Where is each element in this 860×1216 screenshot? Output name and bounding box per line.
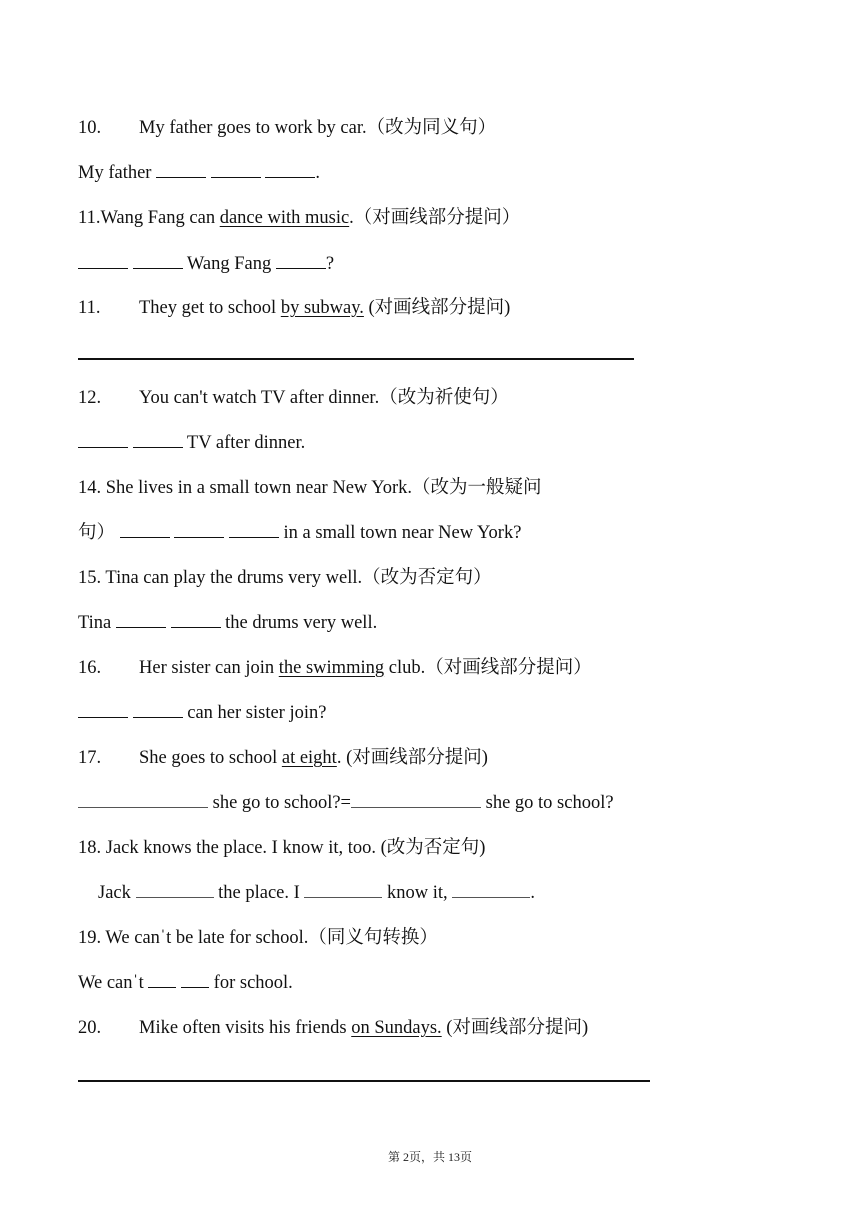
question-number: 18. xyxy=(78,838,102,858)
question-number: 12. xyxy=(78,388,102,408)
answer-long-line[interactable] xyxy=(78,358,634,360)
answer-prefix: Jack xyxy=(98,883,136,903)
answer-prefix: Tina xyxy=(78,613,116,633)
answer-text: the place. I xyxy=(213,883,305,903)
question-text-end: club. xyxy=(384,658,426,678)
question-number: 17. xyxy=(78,748,102,768)
answer-line-16 xyxy=(78,701,326,725)
answer-blank[interactable] xyxy=(304,882,382,898)
question-text: Jack knows the place. I know it, too. (改为否定句) xyxy=(101,838,486,858)
answer-line-10 xyxy=(78,161,320,185)
question-14 xyxy=(78,476,542,500)
answer-blank[interactable] xyxy=(211,162,261,178)
answer-blank[interactable] xyxy=(78,702,128,718)
answer-blank[interactable] xyxy=(148,972,176,988)
question-number: 19. xyxy=(78,928,102,948)
instruction: (对画线部分提问) xyxy=(363,298,511,318)
answer-suffix: ? xyxy=(325,254,335,274)
question-18 xyxy=(78,836,485,860)
question-number: 11. xyxy=(78,298,101,318)
answer-blank[interactable] xyxy=(133,253,183,269)
answer-suffix: she go to school? xyxy=(481,793,614,813)
answer-long-line[interactable] xyxy=(78,1080,650,1082)
answer-blank[interactable] xyxy=(265,162,315,178)
question-number: 14. xyxy=(78,478,102,498)
instruction: （改为祈使句） xyxy=(379,388,509,408)
question-10 xyxy=(78,116,496,140)
answer-line-15 xyxy=(78,611,377,635)
answer-blank[interactable] xyxy=(452,882,530,898)
answer-suffix: . xyxy=(530,883,535,903)
answer-blank[interactable] xyxy=(136,882,214,898)
answer-blank[interactable] xyxy=(78,253,128,269)
question-12 xyxy=(78,386,509,410)
answer-suffix: can her sister join? xyxy=(182,703,327,723)
question-text: We canˈt be late for school. xyxy=(101,928,309,948)
answer-blank[interactable] xyxy=(181,972,209,988)
instruction: （对画线部分提问） xyxy=(353,208,521,228)
answer-text: she go to school?= xyxy=(208,793,351,813)
instruction: （改为一般疑问 xyxy=(412,478,542,498)
answer-line-17 xyxy=(78,791,614,815)
question-16 xyxy=(78,656,592,680)
question-11a xyxy=(78,206,520,230)
answer-blank[interactable] xyxy=(351,792,481,808)
question-text: She goes to school xyxy=(139,748,282,768)
instruction: (对画线部分提问) xyxy=(341,748,488,768)
answer-blank[interactable] xyxy=(133,702,183,718)
answer-blank[interactable] xyxy=(78,432,128,448)
question-text: Mike often visits his friends xyxy=(139,1018,352,1038)
instruction-continued: 句） xyxy=(78,523,116,543)
answer-blank[interactable] xyxy=(156,162,206,178)
underlined-phrase: dance with music xyxy=(219,208,350,228)
instruction: （同义句转换） xyxy=(308,928,438,948)
question-text: She lives in a small town near New York. xyxy=(101,478,412,498)
answer-blank[interactable] xyxy=(133,432,183,448)
underlined-phrase: on Sundays. xyxy=(351,1018,442,1038)
page-footer: 第 2页，共 13页 xyxy=(387,1150,472,1164)
question-text: You can't watch TV after dinner. xyxy=(139,388,380,408)
answer-blank[interactable] xyxy=(120,522,170,538)
underlined-phrase: the swimming xyxy=(278,658,385,678)
answer-suffix: in a small town near New York? xyxy=(278,523,522,543)
question-number: 16. xyxy=(78,658,102,678)
punctuation: . xyxy=(336,748,342,768)
answer-blank[interactable] xyxy=(174,522,224,538)
question-text: Wang Fang can xyxy=(100,208,220,228)
underlined-phrase: at eight xyxy=(281,748,337,768)
question-20 xyxy=(78,1016,588,1040)
question-number: 20. xyxy=(78,1018,102,1038)
answer-line-11a xyxy=(78,252,334,276)
answer-line-19 xyxy=(78,971,293,995)
instruction: （改为同义句） xyxy=(366,118,497,138)
question-15 xyxy=(78,566,492,590)
instruction: (对画线部分提问) xyxy=(441,1018,589,1038)
question-text: They get to school xyxy=(139,298,281,318)
answer-prefix: My father xyxy=(78,163,152,183)
question-17 xyxy=(78,746,488,770)
answer-suffix: the drums very well. xyxy=(220,613,378,633)
question-19 xyxy=(78,926,438,950)
answer-blank[interactable] xyxy=(229,522,279,538)
answer-suffix: for school. xyxy=(209,973,293,993)
instruction: （改为否定句） xyxy=(362,568,492,588)
instruction: （对画线部分提问） xyxy=(425,658,592,678)
answer-blank[interactable] xyxy=(171,612,221,628)
question-number: 15. xyxy=(78,568,102,588)
underlined-phrase: by subway. xyxy=(280,298,364,318)
answer-blank[interactable] xyxy=(276,253,326,269)
answer-text: know it, xyxy=(382,883,453,903)
question-number: 11. xyxy=(78,208,101,228)
answer-blank[interactable] xyxy=(116,612,166,628)
answer-suffix: . xyxy=(315,163,320,183)
question-text: Her sister can join xyxy=(139,658,279,678)
question-text: Tina can play the drums very well. xyxy=(101,568,363,588)
question-number: 10. xyxy=(78,118,102,138)
answer-prefix: We canˈt xyxy=(78,973,149,993)
answer-text: Wang Fang xyxy=(182,254,276,274)
answer-line-18 xyxy=(98,881,535,905)
answer-blank[interactable] xyxy=(78,792,208,808)
answer-suffix: TV after dinner. xyxy=(182,433,306,453)
punctuation: . xyxy=(349,208,354,228)
question-text: My father goes to work by car. xyxy=(139,118,367,138)
answer-line-12 xyxy=(78,431,305,455)
answer-line-14 xyxy=(78,521,521,545)
question-11b xyxy=(78,296,510,320)
